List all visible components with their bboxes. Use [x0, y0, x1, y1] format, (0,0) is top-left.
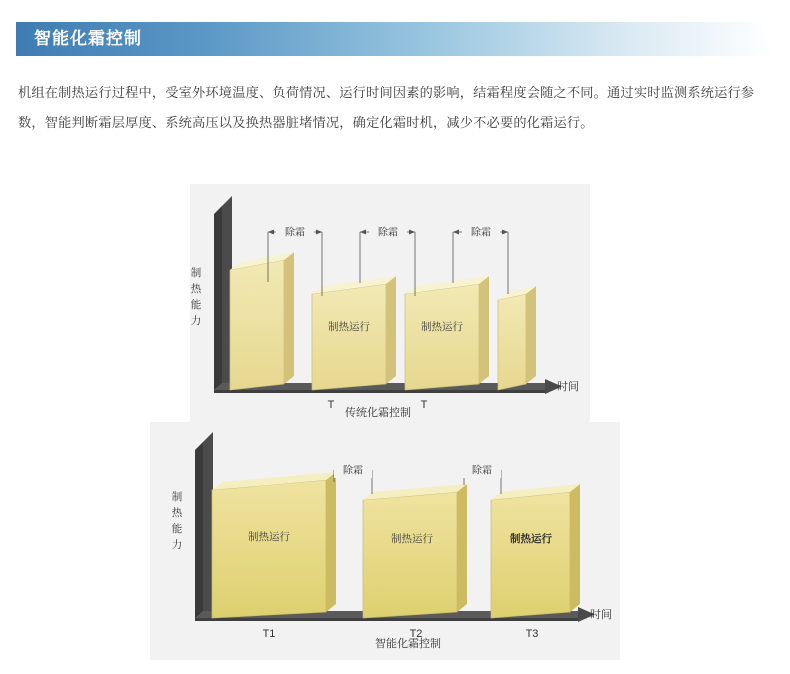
- bar-intelligent-2: [363, 484, 467, 618]
- x-axis-label: 时间: [557, 381, 579, 393]
- defrost-label: 除霜: [285, 227, 305, 239]
- bar-traditional-4: [498, 286, 536, 390]
- page-title: 智能化霜控制: [34, 29, 142, 48]
- bar-label: 制热运行: [421, 321, 463, 333]
- svg-text:热: 热: [171, 507, 183, 519]
- svg-text:力: 力: [190, 315, 202, 327]
- bar-label: 制热运行: [510, 533, 552, 545]
- x-axis-label: 时间: [590, 609, 612, 621]
- svg-text:热: 热: [190, 283, 202, 295]
- svg-text:制: 制: [171, 491, 183, 503]
- svg-text:力: 力: [171, 539, 183, 551]
- intro-paragraph: 机组在制热运行过程中，受室外环境温度、负荷情况、运行时间因素的影响，结霜程度会随之不同。通过实时监测系统运行参数，智能判断霜层厚度、系统高压以及换热器脏堵情况，确定化霜时机，减少不必要的化霜运行。: [18, 85, 755, 130]
- section-banner: [16, 22, 774, 56]
- svg-text:能: 能: [190, 299, 202, 311]
- bar-label: 制热运行: [328, 321, 370, 333]
- x-tick-label: T: [327, 399, 335, 411]
- svg-text:制: 制: [190, 267, 202, 279]
- bar-traditional-1: [230, 252, 294, 390]
- y-axis-traditional: [214, 196, 232, 390]
- chart-caption-traditional: 传统化霜控制: [345, 407, 411, 419]
- x-tick-label: T3: [525, 628, 539, 640]
- defrost-label: 除霜: [378, 227, 398, 239]
- bar-traditional-2: [312, 276, 396, 390]
- defrost-label: 除霜: [471, 227, 491, 239]
- defrost-label: 除霜: [472, 465, 492, 477]
- x-tick-label: T1: [262, 628, 276, 640]
- y-axis-intelligent: [195, 432, 213, 618]
- svg-text:能: 能: [171, 523, 183, 535]
- x-tick-label: T2: [409, 628, 423, 640]
- defrost-comparison-diagram: [0, 170, 790, 670]
- bar-intelligent-3: [491, 484, 580, 618]
- bar-label: 制热运行: [391, 533, 433, 545]
- chart-caption-intelligent: 智能化霜控制: [375, 638, 441, 650]
- diagram-svg: [0, 170, 790, 670]
- bar-traditional-3: [405, 276, 489, 390]
- bar-intelligent-1: [212, 472, 336, 618]
- bar-label: 制热运行: [248, 531, 290, 543]
- x-tick-label: T: [420, 399, 428, 411]
- defrost-label: 除霜: [343, 465, 363, 477]
